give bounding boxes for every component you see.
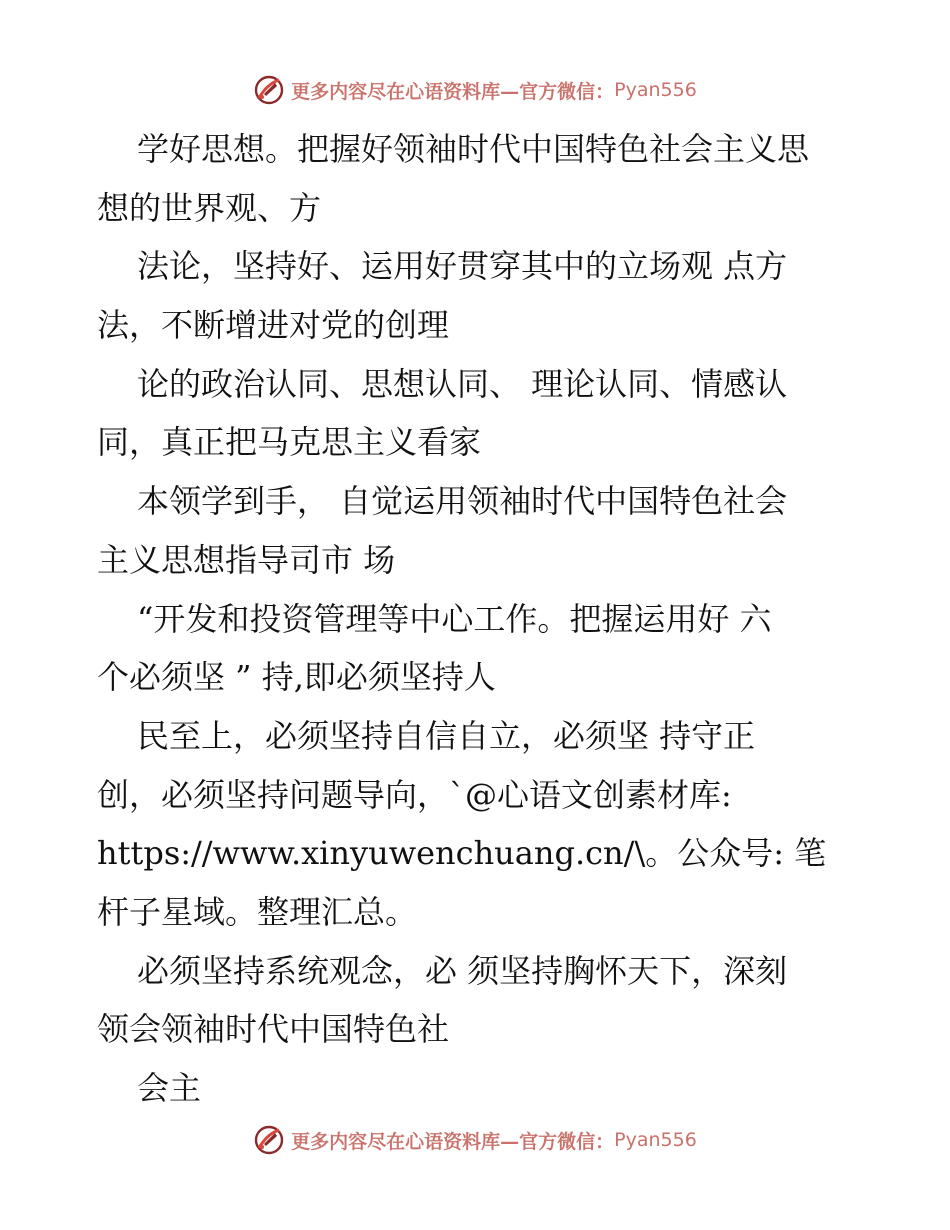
text-line-14: 杆子星域。整理汇总。 xyxy=(97,892,418,931)
text-line-15: 必须坚持系统观念，必 须坚持胸怀天下，深刻 xyxy=(137,951,788,990)
header-wechat-id: Pyan556 xyxy=(614,79,697,101)
text-line-6: 同，真正把马克思主义看家 xyxy=(97,423,482,462)
text-line-4: 法，不断增进对党的创理 xyxy=(97,306,450,345)
document-body xyxy=(97,120,867,1118)
text-line-11: 民至上，必须坚持自信自立，必须坚 持守正 xyxy=(137,716,756,755)
text-line-3: 法论，坚持好、运用好贯穿其中的立场观 点方 xyxy=(137,247,788,286)
header-banner xyxy=(0,70,950,110)
text-line-10: 个必须坚 ” 持,即必须坚持人 xyxy=(97,658,496,697)
pen-logo-icon xyxy=(253,1124,285,1156)
text-line-17: 会主 xyxy=(137,1069,202,1107)
text-line-5: 论的政治认同、思想认同、 理论认同、情感认 xyxy=(137,364,788,403)
text-line-8: 主义思想指导司市 场 xyxy=(97,540,396,579)
text-line-13-url: https://www.xinyuwenchuang.cn/\。公众号: 笔 xyxy=(97,834,827,873)
text-line-9: “开发和投资管理等中心工作。把握运用好 六 xyxy=(137,599,772,638)
pen-logo-icon xyxy=(253,74,285,106)
text-line-1: 学好思想。把握好领袖时代中国特色社会主义思 xyxy=(137,130,810,168)
footer-banner-text: 更多内容尽在心语资料库—官方微信： xyxy=(291,1130,615,1153)
text-line-16: 领会领袖时代中国特色社 xyxy=(97,1010,450,1049)
header-banner-text: 更多内容尽在心语资料库—官方微信： xyxy=(291,80,615,103)
text-line-12: 创，必须坚持问题导向，`@心语文创素材库: xyxy=(97,775,732,814)
footer-banner xyxy=(0,1120,950,1160)
text-line-7: 本领学到手， 自觉运用领袖时代中国特色社会 xyxy=(137,482,788,521)
text-line-2: 想的世界观、方 xyxy=(97,188,322,227)
footer-wechat-id: Pyan556 xyxy=(614,1129,697,1151)
